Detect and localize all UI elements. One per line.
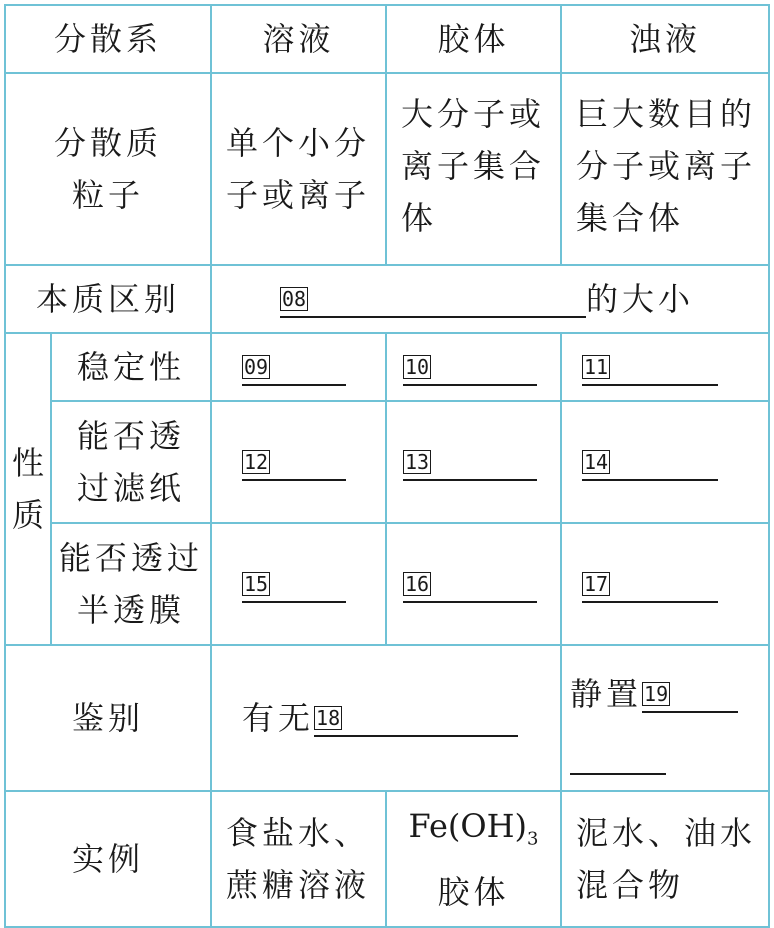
answer-blank-11[interactable] — [582, 352, 718, 386]
particle-colloid-line3: 体 — [401, 199, 438, 237]
particle-solution-line2: 子或离子 — [226, 176, 371, 214]
particle-turbid-line2: 分子或离子 — [576, 147, 757, 185]
filter-solution — [211, 401, 386, 523]
membrane-label-line2: 半透膜 — [77, 591, 186, 629]
blank-number-17: 17 — [584, 572, 609, 596]
header-row — [5, 5, 769, 73]
identify-row — [5, 645, 769, 791]
answer-blank-08[interactable] — [280, 284, 586, 318]
identify-turbid-prefix: 静置 — [570, 675, 643, 713]
particle-row — [5, 73, 769, 265]
essence-answer — [211, 265, 769, 333]
particle-colloid — [386, 73, 561, 265]
blank-number-12: 12 — [244, 450, 269, 474]
membrane-label — [51, 523, 211, 645]
stability-row — [5, 333, 769, 401]
particle-label-line1: 分散质 — [54, 124, 163, 162]
fe-oh-formula: Fe(OH) — [408, 807, 528, 846]
header-solution: 溶液 — [211, 5, 386, 73]
particle-label-line2: 粒子 — [72, 176, 145, 214]
answer-blank-15[interactable] — [242, 569, 346, 603]
membrane-turbid — [561, 523, 769, 645]
stability-turbid — [561, 333, 769, 401]
membrane-solution — [211, 523, 386, 645]
header-colloid: 胶体 — [386, 5, 561, 73]
blank-number-19: 19 — [644, 682, 669, 706]
essence-suffix: 的大小 — [586, 280, 695, 318]
filter-turbid — [561, 401, 769, 523]
examples-colloid — [386, 791, 561, 927]
blank-number-13: 13 — [405, 450, 430, 474]
answer-blank-14[interactable] — [582, 447, 718, 481]
examples-label: 实例 — [5, 791, 211, 927]
properties-group-label — [5, 333, 51, 645]
particle-label — [5, 73, 211, 265]
examples-turbid-line1: 泥水、油水 — [576, 814, 757, 852]
examples-turbid — [561, 791, 769, 927]
header-turbid: 浊液 — [561, 5, 769, 73]
blank-number-16: 16 — [405, 572, 430, 596]
blank-number-15: 15 — [244, 572, 269, 596]
membrane-row — [5, 523, 769, 645]
blank-number-10: 10 — [405, 355, 430, 379]
fe-oh-subscript: 3 — [527, 828, 539, 850]
particle-solution — [211, 73, 386, 265]
examples-row — [5, 791, 769, 927]
blank-number-18: 18 — [316, 706, 341, 730]
identify-colloid-prefix: 有无 — [242, 699, 315, 737]
particle-colloid-line2: 离子集合 — [401, 147, 546, 185]
particle-turbid-line1: 巨大数目的 — [576, 95, 757, 133]
answer-blank-13[interactable] — [403, 447, 537, 481]
filter-label-line2: 过滤纸 — [77, 469, 186, 507]
dispersion-system-table — [4, 4, 770, 928]
filter-label-line1: 能否透 — [77, 417, 186, 455]
examples-solution-line2: 蔗糖溶液 — [226, 866, 371, 904]
answer-blank-19[interactable] — [642, 679, 738, 713]
particle-turbid — [561, 73, 769, 265]
examples-colloid-line1 — [387, 800, 560, 865]
answer-blank-09[interactable] — [242, 352, 346, 386]
blank-number-09: 09 — [244, 355, 269, 379]
identify-solution-colloid — [211, 645, 561, 791]
particle-turbid-line3: 集合体 — [576, 199, 685, 237]
membrane-label-line1: 能否透过 — [59, 539, 204, 577]
identify-label: 鉴别 — [5, 645, 211, 791]
blank-number-08: 08 — [282, 287, 307, 311]
blank-number-11: 11 — [584, 355, 609, 379]
examples-colloid-line2: 胶体 — [437, 872, 510, 911]
particle-solution-line1: 单个小分 — [226, 124, 371, 162]
identify-turbid — [561, 645, 769, 791]
filter-colloid — [386, 401, 561, 523]
answer-blank-16[interactable] — [403, 569, 537, 603]
filter-label — [51, 401, 211, 523]
membrane-colloid — [386, 523, 561, 645]
examples-turbid-line2: 混合物 — [576, 866, 685, 904]
answer-blank-12[interactable] — [242, 447, 346, 481]
blank-number-14: 14 — [584, 450, 609, 474]
answer-blank-17[interactable] — [582, 569, 718, 603]
header-dispersion-system: 分散系 — [5, 5, 211, 73]
particle-colloid-line1: 大分子或 — [401, 95, 546, 133]
stability-solution — [211, 333, 386, 401]
filter-row — [5, 401, 769, 523]
properties-label-line2: 质 — [11, 496, 44, 534]
properties-label-line1: 性 — [11, 444, 44, 482]
stability-colloid — [386, 333, 561, 401]
examples-solution — [211, 791, 386, 927]
answer-blank-18[interactable] — [314, 703, 518, 737]
answer-blank-19-continued[interactable] — [570, 741, 666, 775]
essence-label: 本质区别 — [5, 265, 211, 333]
examples-solution-line1: 食盐水、 — [226, 814, 371, 852]
stability-label: 稳定性 — [51, 333, 211, 401]
answer-blank-10[interactable] — [403, 352, 537, 386]
essence-row — [5, 265, 769, 333]
